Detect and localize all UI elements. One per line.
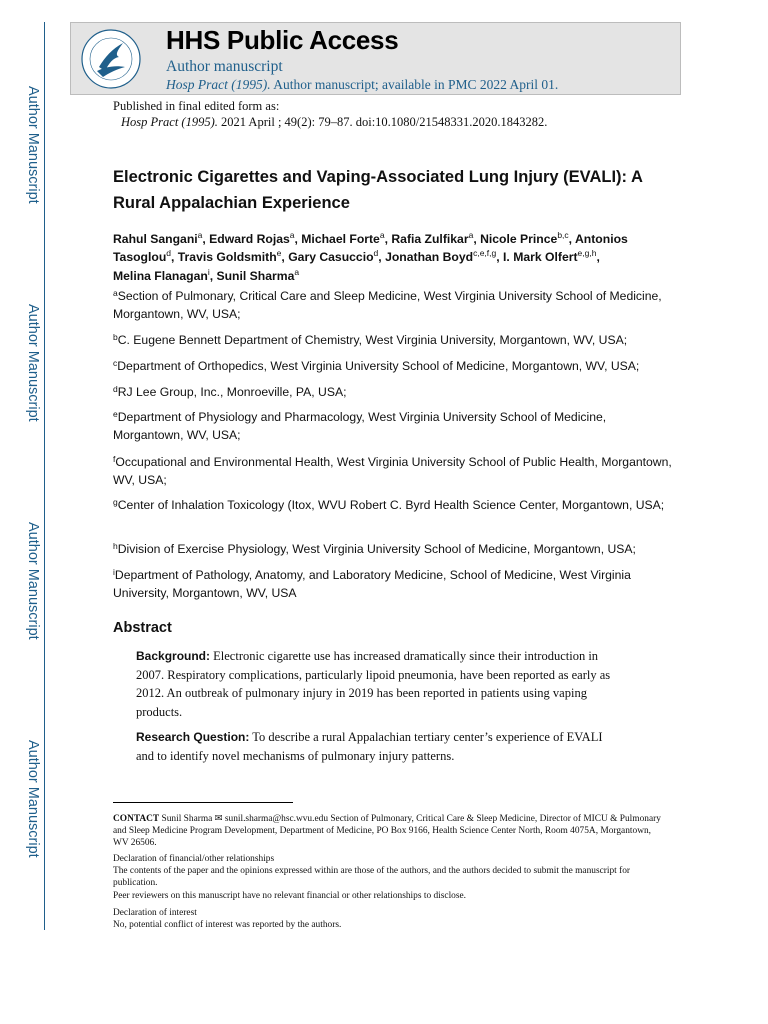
interest-declaration-heading: Declaration of interest xyxy=(113,908,197,918)
affiliation-text: C. Eugene Bennett Department of Chemistry, West Virginia University, Morgantown, WV, USA; xyxy=(117,333,628,347)
contact-label: CONTACT xyxy=(113,814,160,824)
affiliation-key: i xyxy=(113,567,115,577)
affiliation-text: RJ Lee Group, Inc., Monroeville, PA, USA; xyxy=(117,385,347,399)
affiliation-key: f xyxy=(113,454,116,464)
author-name: Michael Forte xyxy=(301,232,380,246)
author-list: Rahul Sangani$^a$, Edward Rojas$^a$, Michael Forte$^a$, Rafia Zulfikar$^a$, Nicole Prince$^{b,c}$, Antonios Tasoglou$^d$, Travis Goldsmith$^e$, Gary Casuccio$^d$, Jonathan Boyd$^{c,e,f,g}$, I. Mark Olfert$^{e,g,h}$, Melina Flanagan$^i$, Sunil Sharma$^a$ xyxy=(113,229,628,283)
author-affiliation-mark: b,c xyxy=(557,229,569,240)
author-name: Travis Goldsmith xyxy=(177,250,277,265)
affiliation xyxy=(113,497,673,515)
affiliation xyxy=(113,332,673,350)
author-name: Nicole Prince xyxy=(480,232,558,246)
financial-declaration-heading: Declaration of financial/other relationships xyxy=(113,854,275,864)
author-affiliation-mark: e,g,h xyxy=(577,248,597,259)
published-details: 2021 April ; 49(2): 79–87. doi:10.1080/21548331.2020.1843282. xyxy=(217,115,548,129)
research-question-label: Research Question: xyxy=(136,730,250,744)
author-affiliation-mark: i xyxy=(207,266,210,277)
side-label: Author Manuscript xyxy=(25,522,41,640)
interest-declaration-text: No, potential conflict of interest was reported by the authors. xyxy=(113,920,342,930)
affiliation-key: h xyxy=(113,541,118,551)
affiliation xyxy=(113,358,673,376)
affiliation xyxy=(113,409,673,444)
author-name: Sunil Sharma xyxy=(216,268,295,283)
banner-citation xyxy=(166,77,558,93)
side-label: Author Manuscript xyxy=(25,740,41,858)
footnote-rule xyxy=(113,802,293,803)
affiliation-text: Section of Pulmonary, Critical Care and Sleep Medicine, West Virginia University School of Medicine, Morgantown, WV, USA; xyxy=(113,289,662,321)
banner-journal: Hosp Pract (1995). xyxy=(166,77,271,92)
background-text: Electronic cigarette use has increased dramatically since their introduction in 2007. Respiratory complications, particularly lipoid pneumonia, have been reported as early as 2012. An outbreak of pulmonary injury in 2019 has been reported in patients using vaping products. xyxy=(136,649,611,719)
affiliation-key: e xyxy=(113,409,118,419)
author-name: Melina Flanagan xyxy=(113,268,208,283)
hhs-banner xyxy=(70,22,681,95)
contact-text: Sunil Sharma ✉ sunil.sharma@hsc.wvu.edu Section of Pulmonary, Critical Care & Sleep Medicine, Director of MICU & Pulmonary and Sleep Medicine Program Development, Department of Medicine, PO Box 9166, Health Science Center North, Room 4075A, Morgantown, WV 26506. xyxy=(113,814,661,849)
affiliation-text: Division of Exercise Physiology, West Virginia University School of Medicine, Morgantown, USA; xyxy=(117,542,636,556)
author-name: Jonathan Boyd xyxy=(385,250,474,265)
peer-reviewer-statement: Peer reviewers on this manuscript have no relevant financial or other relationships to disclose. xyxy=(113,891,467,901)
affiliation-key: d xyxy=(113,384,118,394)
author-affiliation-mark: a xyxy=(197,229,203,240)
abstract-research-question xyxy=(136,728,616,765)
affiliation-text: Department of Orthopedics, West Virginia University School of Medicine, Morgantown, WV, USA; xyxy=(117,359,640,373)
affiliation-key: c xyxy=(113,358,118,368)
published-citation xyxy=(121,115,547,130)
author-affiliation-mark: c,e,f,g xyxy=(473,248,497,259)
side-label: Author Manuscript xyxy=(25,86,41,204)
published-journal: Hosp Pract (1995). xyxy=(121,115,218,129)
abstract-heading: Abstract xyxy=(113,620,172,636)
banner-subtitle: Author manuscript xyxy=(166,58,283,75)
published-label: Published in final edited form as: xyxy=(113,99,280,113)
affiliation-key: b xyxy=(113,332,118,342)
author-name: Edward Rojas xyxy=(209,232,290,246)
affiliation-key: g xyxy=(113,497,118,507)
contact-footnote xyxy=(113,813,663,850)
author-name: Rahul Sangani xyxy=(113,232,198,246)
hhs-seal-logo xyxy=(79,27,143,91)
abstract-background xyxy=(136,647,616,721)
affiliation xyxy=(113,454,673,489)
author-affiliation-mark: a xyxy=(294,266,300,277)
affiliation-text: Occupational and Environmental Health, West Virginia University School of Public Health, Morgantown, WV, USA; xyxy=(113,455,672,487)
paper-title: Electronic Cigarettes and Vaping-Associated Lung Injury (EVALI): A Rural Appalachian Experience xyxy=(113,168,643,212)
author-name: Rafia Zulfikar xyxy=(391,232,469,246)
author-name: Gary Casuccio xyxy=(288,250,374,265)
banner-availability: Author manuscript; available in PMC 2022 April 01. xyxy=(270,77,559,92)
affiliation xyxy=(113,288,673,323)
author-affiliation-mark: a xyxy=(379,229,385,240)
affiliation xyxy=(113,541,673,559)
affiliation-text: Department of Pathology, Anatomy, and Laboratory Medicine, School of Medicine, West Virginia University, Morgantown, WV, USA xyxy=(113,568,631,600)
affiliation xyxy=(113,384,673,402)
side-rule xyxy=(44,22,45,930)
author-affiliation-mark: d xyxy=(373,248,379,259)
author-affiliation-mark: a xyxy=(468,229,474,240)
author-affiliation-mark: e xyxy=(276,248,282,259)
author-affiliation-mark: a xyxy=(289,229,295,240)
banner-title: HHS Public Access xyxy=(166,25,399,55)
author-name: I. Mark Olfert xyxy=(503,250,578,265)
side-label: Author Manuscript xyxy=(25,304,41,422)
background-label: Background: xyxy=(136,649,211,663)
author-affiliation-mark: d xyxy=(166,248,171,259)
affiliation xyxy=(113,567,673,602)
affiliation-text: Department of Physiology and Pharmacology, West Virginia University School of Medicine, Morgantown, WV, USA; xyxy=(113,410,607,442)
affiliation-key: a xyxy=(113,288,118,298)
research-question-text: To describe a rural Appalachian tertiary center’s experience of EVALI and to identify novel mechanisms of pulmonary injury patterns. xyxy=(136,730,603,763)
author-name: Antonios Tasoglou xyxy=(113,232,628,265)
affiliation-text: Center of Inhalation Toxicology (Itox, WVU Robert C. Byrd Health Science Center, Morgantown, USA; xyxy=(117,498,665,512)
financial-declaration-text: The contents of the paper and the opinions expressed within are those of the authors, and the authors decided to submit the manuscript for publication. xyxy=(113,866,631,889)
